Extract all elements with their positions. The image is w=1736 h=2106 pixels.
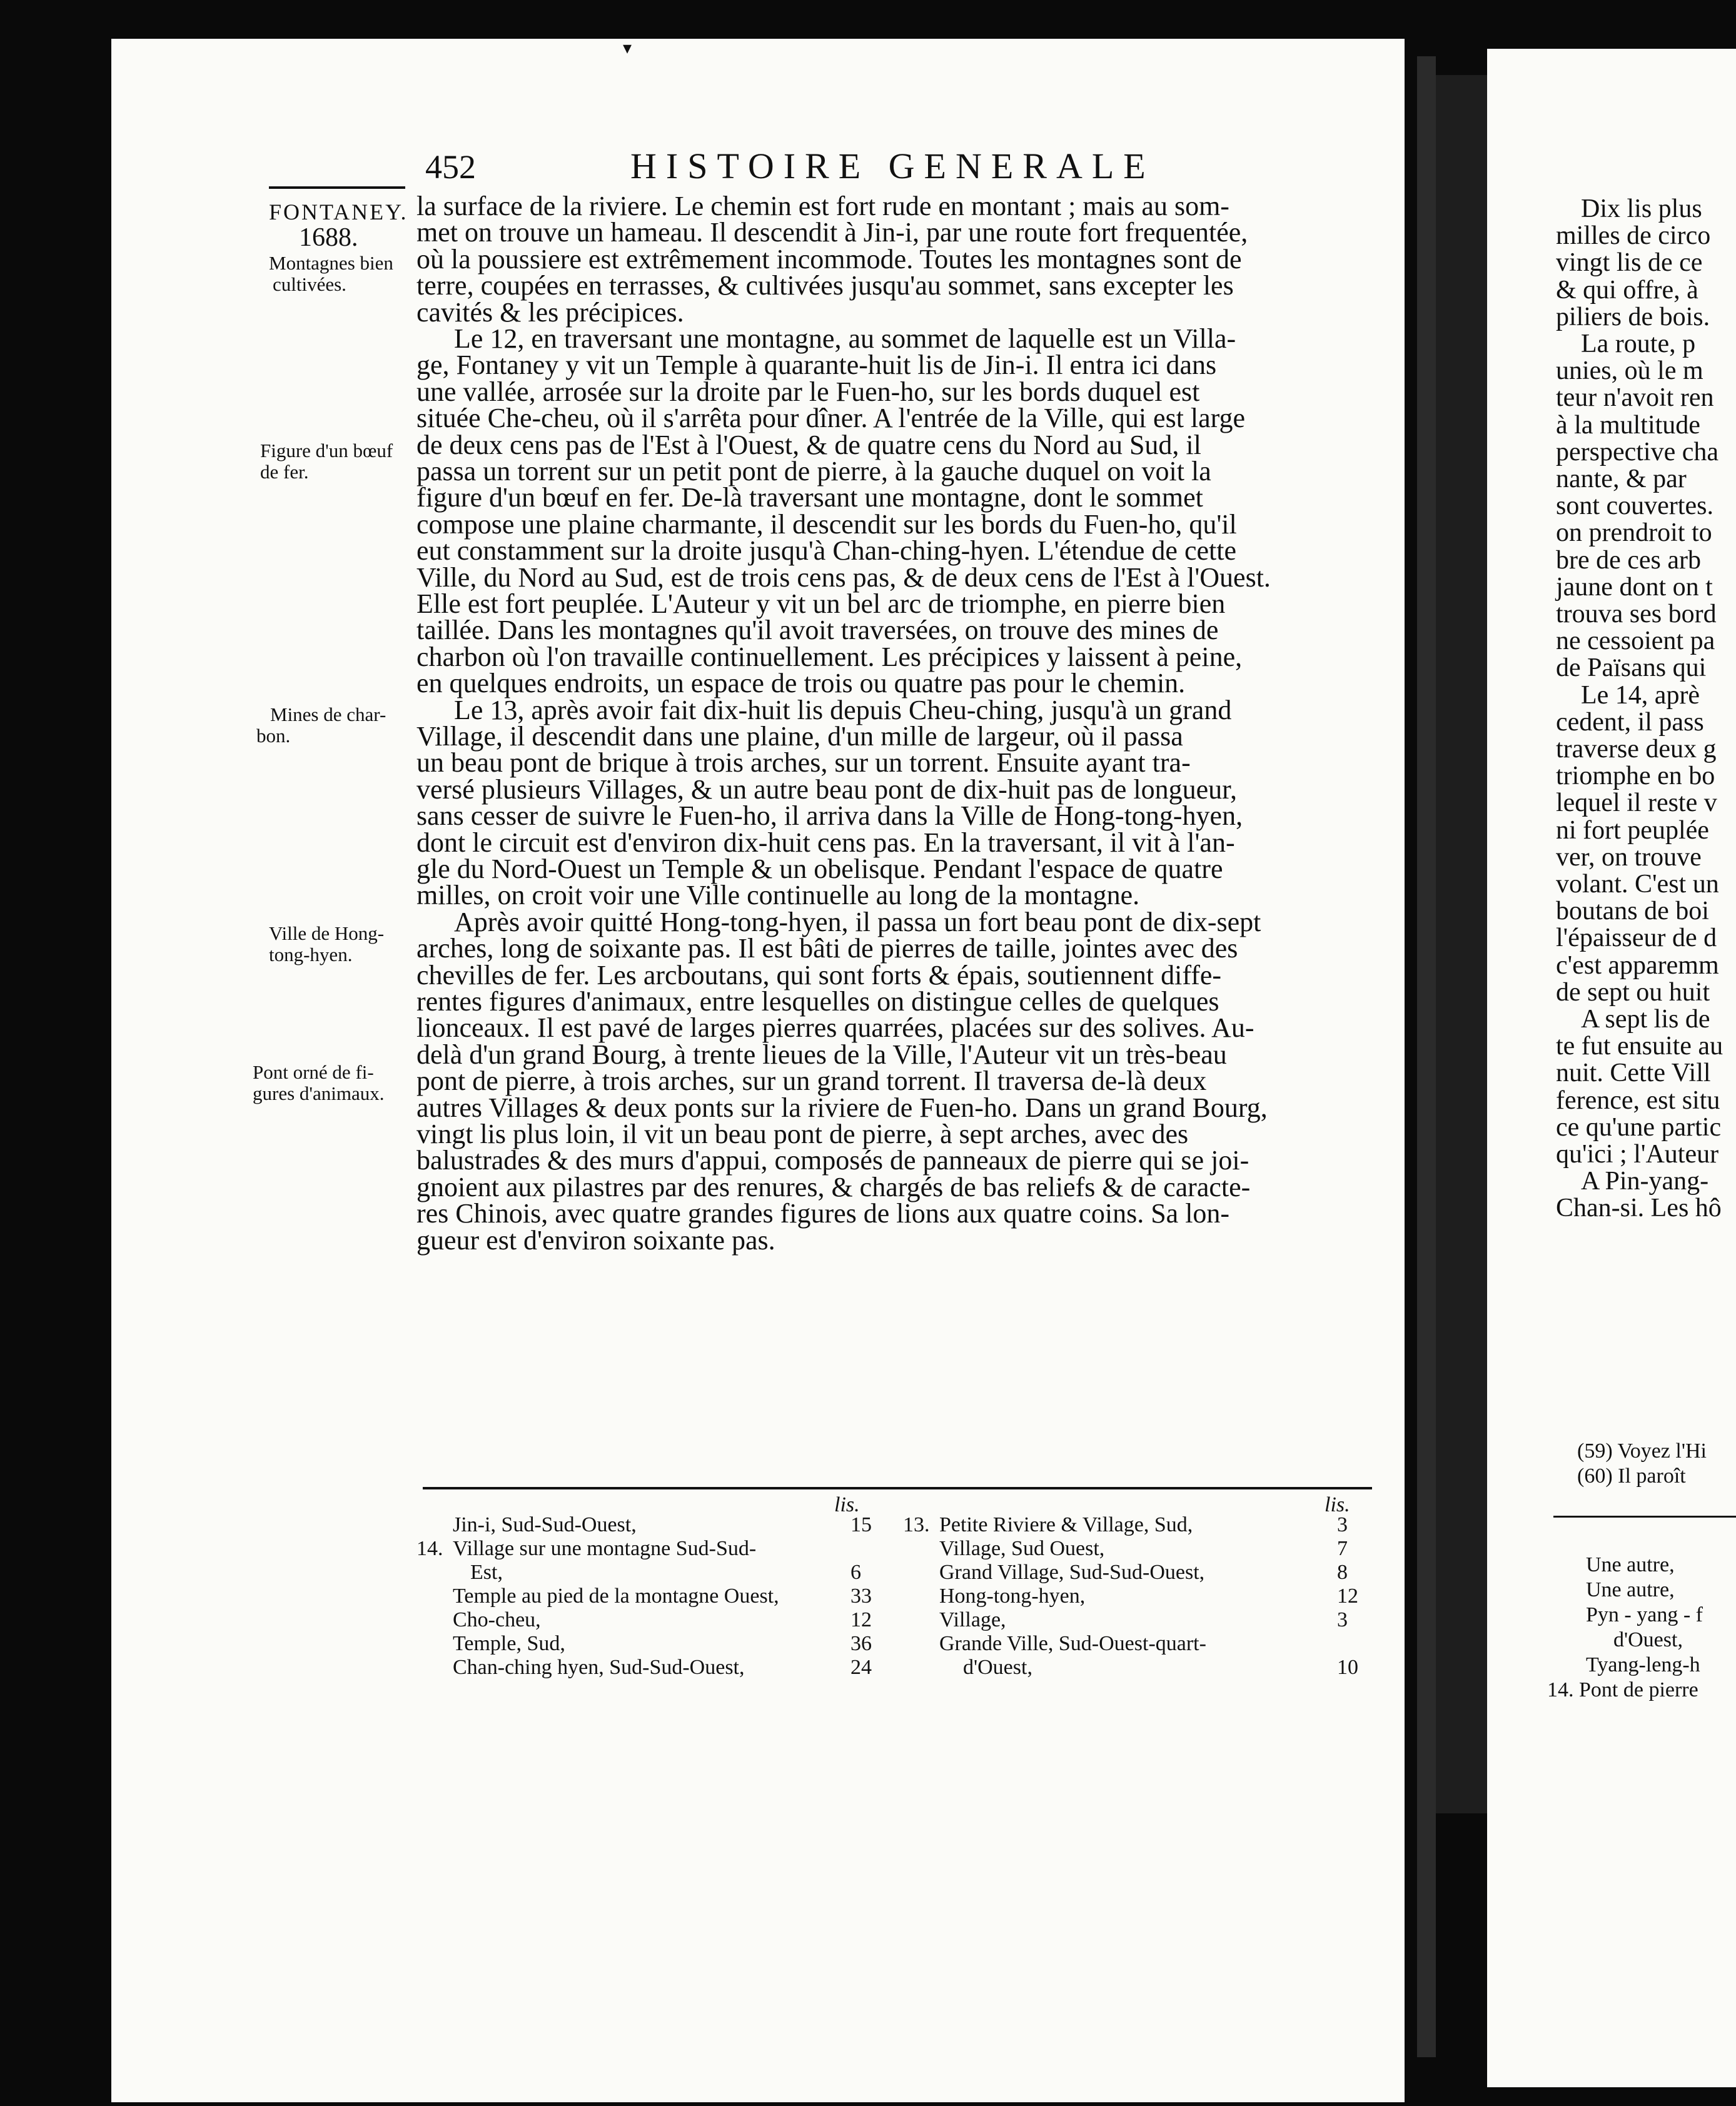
- body-line: dont le circuit est d'environ dix-huit cens pas. En la traversant, il vit à l'an-: [416, 827, 1235, 858]
- right-footnote: (59) Voyez l'Hi: [1577, 1439, 1707, 1463]
- right-page-line: ce qu'une partic: [1556, 1112, 1722, 1142]
- right-page-line: qu'ici ; l'Auteur: [1556, 1140, 1719, 1169]
- table-distance: 12: [850, 1608, 872, 1631]
- body-line: arches, long de soixante pas. Il est bâti de pierres de taille, jointes avec des: [416, 933, 1238, 964]
- right-page-line: de sept ou huit: [1556, 977, 1710, 1007]
- body-line: charbon où l'on travaille continuellement. Les précipices y laissent à peine,: [416, 641, 1243, 672]
- margin-author: FONTANEY.: [269, 199, 408, 224]
- body-line: en quelques endroits, un espace de trois ou quatre pas pour le chemin.: [416, 668, 1186, 699]
- margin-note-line: Figure d'un bœuf: [260, 440, 393, 461]
- body-line: delà d'un grand Bourg, à trente lieues de la Ville, l'Auteur vit un très-beau: [416, 1039, 1227, 1070]
- binding-shadow: [1417, 56, 1436, 2057]
- body-line: met on trouve un hameau. Il descendit à Jin-i, par une route fort frequentée,: [416, 217, 1248, 248]
- right-page-line: ni fort peuplée: [1556, 815, 1709, 845]
- table-day-number: 14.: [416, 1537, 443, 1560]
- table-place: Cho-cheu,: [453, 1608, 541, 1631]
- margin-note-hong-tong: [269, 923, 384, 965]
- body-line: Ville, du Nord au Sud, est de trois cens pas, & de deux cens de l'Est à l'Ouest.: [416, 562, 1271, 593]
- ink-speck: ▾: [623, 39, 632, 58]
- table-place: Village sur une montagne Sud-Sud-: [453, 1537, 757, 1560]
- table-place: Hong-tong-hyen,: [939, 1585, 1086, 1608]
- body-line: res Chinois, avec quatre grandes figures de lions aux quatre coins. Sa lon-: [416, 1198, 1230, 1229]
- table-place: Grande Ville, Sud-Ouest-quart-: [939, 1632, 1206, 1655]
- table-place: Chan-ching hyen, Sud-Sud-Ouest,: [453, 1656, 745, 1679]
- body-line: cavités & les précipices.: [416, 296, 684, 328]
- body-line: Village, il descendit dans une plaine, d'un mille de largeur, où il passa: [416, 721, 1183, 752]
- body-line: ge, Fontaney y vit un Temple à quarante-huit lis de Jin-i. Il entra ici dans: [416, 350, 1217, 381]
- margin-note-pont: [253, 1062, 384, 1104]
- body-line: milles, on croit voir une Ville continuelle au long de la montagne.: [416, 880, 1140, 911]
- margin-note-boeuf: [260, 440, 393, 483]
- right-page-line: Chan-si. Les hô: [1556, 1194, 1722, 1223]
- margin-note-mines: [256, 703, 386, 747]
- body-line: Le 13, après avoir fait dix-huit lis depuis Cheu-ching, jusqu'à un grand: [454, 694, 1232, 725]
- right-page-line: lequel il reste v: [1556, 788, 1717, 818]
- right-page-line: boutans de boi: [1556, 897, 1709, 926]
- table-distance: 3: [1337, 1608, 1348, 1631]
- right-footnote: (60) Il paroît: [1577, 1464, 1686, 1488]
- body-line: un beau pont de brique à trois arches, sur un torrent. Ensuite ayant tra-: [416, 747, 1191, 778]
- table-day-number: 13.: [903, 1513, 930, 1536]
- margin-note-line: Pont orné de fi-: [253, 1061, 374, 1083]
- right-page-line: ference, est situ: [1556, 1086, 1720, 1115]
- table-place: Petite Riviere & Village, Sud,: [939, 1513, 1193, 1536]
- body-line: passa un torrent sur un petit pont de pierre, à la gauche duquel on voit la: [416, 456, 1211, 486]
- right-table-line: Une autre,: [1586, 1578, 1675, 1601]
- table-distance: 12: [1337, 1585, 1358, 1608]
- right-page-line: milles de circo: [1556, 221, 1711, 251]
- table-place: Est,: [470, 1561, 503, 1584]
- table-place: Grand Village, Sud-Sud-Ouest,: [939, 1561, 1205, 1584]
- right-page-line: vingt lis de ce: [1556, 248, 1703, 278]
- right-page-line: trouva ses bord: [1556, 600, 1717, 628]
- right-page-line: te fut ensuite au: [1556, 1032, 1723, 1061]
- body-line: vingt lis plus loin, il vit un beau pont de pierre, à sept arches, avec des: [416, 1119, 1189, 1149]
- table-place: Temple, Sud,: [453, 1632, 565, 1655]
- margin-note-line: de fer.: [260, 461, 309, 483]
- table-distance: 15: [850, 1513, 872, 1536]
- page-number: 452: [425, 148, 476, 186]
- body-line: de deux cens pas de l'Est à l'Ouest, & de quatre cens du Nord au Sud, il: [416, 429, 1201, 460]
- table-distance: 3: [1337, 1513, 1348, 1536]
- body-line: pont de pierre, à trois arches, sur un grand torrent. Il traversa de-là deux: [416, 1066, 1207, 1097]
- table-place: Temple au pied de la montagne Ouest,: [453, 1585, 779, 1608]
- table-distance: 7: [1337, 1537, 1348, 1560]
- table-distance: 6: [850, 1561, 861, 1584]
- right-page-line: unies, où le m: [1556, 356, 1703, 386]
- table-distance: 33: [850, 1585, 872, 1608]
- body-line: autres Villages & deux ponts sur la riviere de Fuen-ho. Dans un grand Bourg,: [416, 1092, 1268, 1123]
- table-place: Village,: [939, 1608, 1006, 1631]
- right-page-line: ne cessoient pa: [1556, 627, 1715, 656]
- table-place: d'Ouest,: [963, 1656, 1032, 1679]
- right-page-line: de Païsans qui: [1556, 653, 1707, 683]
- running-head: HISTOIRE GENERALE: [630, 146, 1155, 186]
- body-line: Le 12, en traversant une montagne, au sommet de laquelle est un Villa-: [454, 323, 1236, 354]
- right-table-line: Une autre,: [1586, 1553, 1675, 1576]
- right-page-line: A sept lis de: [1581, 1005, 1710, 1034]
- margin-note-line: Mines de char-: [270, 703, 386, 725]
- right-table-line: Tyang-leng-h: [1586, 1653, 1700, 1676]
- body-line: lionceaux. Il est pavé de larges pierres quarrées, placées sur des solives. Au-: [416, 1012, 1254, 1044]
- body-line: chevilles de fer. Les arcboutans, qui sont forts & épais, soutiennent diffe-: [416, 959, 1222, 990]
- right-table-line: 14. Pont de pierre: [1547, 1678, 1698, 1701]
- body-line: versé plusieurs Villages, & un autre beau pont de dix-huit pas de longueur,: [416, 773, 1238, 805]
- body-line: gnoient aux pilastres par des renures, & chargés de bas reliefs & de caracte-: [416, 1171, 1251, 1202]
- margin-note-cultivees: [269, 253, 393, 295]
- body-line: taillée. Dans les montagnes qu'il avoit traversées, on trouve des mines de: [416, 615, 1219, 646]
- table-place: Jin-i, Sud-Sud-Ouest,: [453, 1513, 637, 1536]
- right-page-line: jaune dont on t: [1556, 572, 1713, 602]
- body-line: rentes figures d'animaux, entre lesquelles on distingue celles de quelques: [416, 986, 1219, 1017]
- body-line: sans cesser de suivre le Fuen-ho, il arriva dans la Ville de Hong-tong-hyen,: [416, 800, 1243, 832]
- table-distance: 24: [850, 1656, 872, 1679]
- right-page-line: sont couvertes.: [1556, 491, 1713, 521]
- body-line: gueur est d'environ soixante pas.: [416, 1224, 775, 1256]
- margin-note-line: gures d'animaux.: [253, 1082, 385, 1104]
- body-line: gle du Nord-Ouest un Temple & un obelisque. Pendant l'espace de quatre: [416, 854, 1223, 884]
- right-page-line: cedent, il pass: [1556, 707, 1704, 737]
- margin-year: 1688.: [299, 223, 358, 252]
- body-line: terre, coupées en terrasses, & cultivées jusqu'au sommet, sans excepter les: [416, 270, 1234, 301]
- margin-note-line: bon.: [256, 725, 291, 747]
- book-gutter: [1436, 75, 1493, 1813]
- body-line: balustrades & des murs d'appui, composés de panneaux de pierre qui se joi-: [416, 1145, 1249, 1176]
- body-line: une vallée, arrosée sur la droite par le Fuen-ho, sur les bords duquel est: [416, 376, 1200, 407]
- body-line: où la poussiere est extrêmement incommode. Toutes les montagnes sont de: [416, 243, 1242, 275]
- right-page-line: à la multitude: [1556, 410, 1700, 440]
- right-page-line: Le 14, aprè: [1581, 680, 1700, 710]
- right-table-line: Pyn - yang - f: [1586, 1603, 1703, 1626]
- table-distance: 8: [1337, 1561, 1348, 1584]
- right-table-rule: [1553, 1516, 1736, 1518]
- right-page-line: nante, & par: [1556, 465, 1687, 493]
- body-line: Elle est fort peuplée. L'Auteur y vit un bel arc de triomphe, en pierre bien: [416, 588, 1226, 619]
- body-line: la surface de la riviere. Le chemin est fort rude en montant ; mais au som-: [416, 191, 1229, 221]
- right-page-line: & qui offre, à: [1556, 275, 1698, 305]
- table-distance: 10: [1337, 1656, 1358, 1679]
- margin-note-line: Montagnes bien: [269, 252, 393, 274]
- right-page-line: traverse deux g: [1556, 735, 1717, 763]
- right-page-line: volant. C'est un: [1556, 870, 1719, 899]
- right-page-line: Dix lis plus: [1581, 194, 1702, 223]
- margin-top-rule: [269, 186, 405, 189]
- table-unit-left: lis.: [834, 1493, 860, 1516]
- body-line: figure d'un bœuf en fer. De-là traversant une montagne, dont le sommet: [416, 482, 1203, 513]
- right-page-line: on prendroit to: [1556, 518, 1712, 548]
- right-page-line: ver, on trouve: [1556, 842, 1702, 872]
- right-page-line: perspective cha: [1556, 437, 1719, 466]
- right-page-line: l'épaisseur de d: [1556, 924, 1717, 953]
- margin-note-line: cultivées.: [273, 273, 346, 295]
- right-page-line: triomphe en bo: [1556, 762, 1715, 791]
- body-line: Après avoir quitté Hong-tong-hyen, il passa un fort beau pont de dix-sept: [454, 906, 1261, 937]
- table-place: Village, Sud Ouest,: [939, 1537, 1105, 1560]
- table-top-rule: [423, 1487, 1372, 1489]
- margin-note-line: tong-hyen.: [269, 944, 353, 965]
- right-page-line: piliers de bois.: [1556, 302, 1710, 331]
- right-page-line: nuit. Cette Vill: [1556, 1059, 1711, 1088]
- right-page-line: teur n'avoit ren: [1556, 383, 1714, 413]
- right-page-line: c'est apparemm: [1556, 950, 1719, 980]
- right-page-line: La route, p: [1581, 330, 1696, 358]
- right-page-line: bre de ces arb: [1556, 545, 1702, 575]
- body-line: eut constamment sur la droite jusqu'à Chan-ching-hyen. L'étendue de cette: [416, 535, 1236, 567]
- margin-note-line: Ville de Hong-: [269, 922, 385, 944]
- table-unit-right: lis.: [1325, 1493, 1350, 1516]
- right-table-line: d'Ouest,: [1613, 1628, 1683, 1651]
- right-page-line: A Pin-yang-: [1581, 1167, 1709, 1196]
- table-distance: 36: [850, 1632, 872, 1655]
- body-line: située Che-cheu, où il s'arrêta pour dîner. A l'entrée de la Ville, qui est large: [416, 403, 1246, 434]
- body-line: compose une plaine charmante, il descendit sur les bords du Fuen-ho, qu'il: [416, 508, 1237, 540]
